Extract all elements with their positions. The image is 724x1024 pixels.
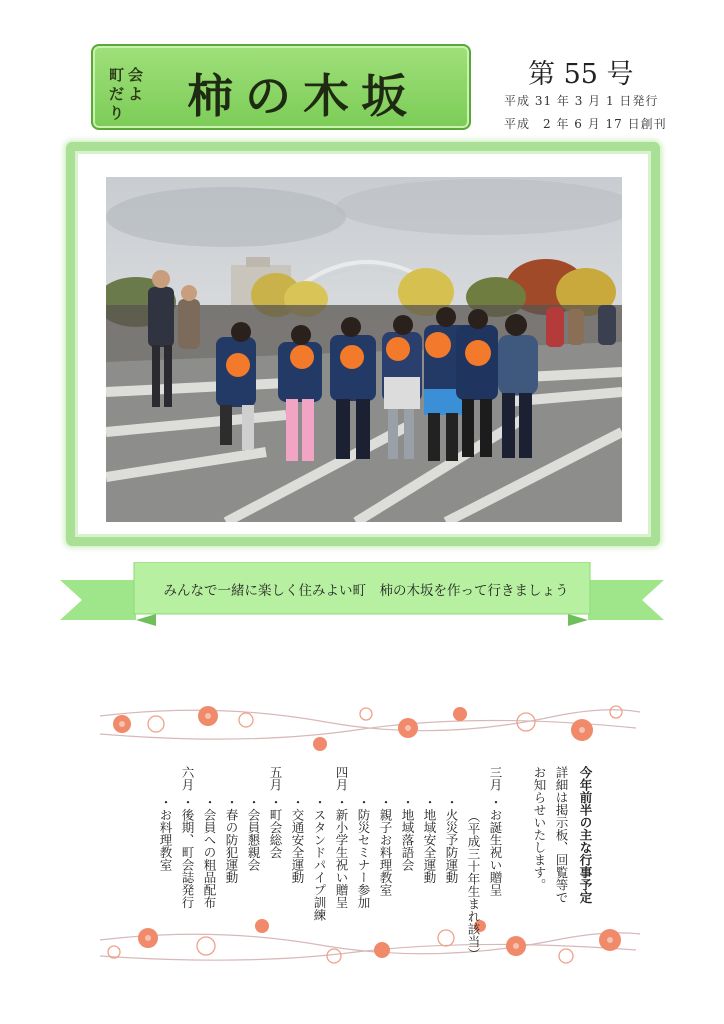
june-item-2: ・お料理教室 [158, 796, 173, 871]
schedule-heading: 今年前半の主な行事予定 [578, 766, 593, 904]
march-item-6: ・防災セミナー参加 [356, 796, 371, 909]
may-item-4: ・会員への粗品配布 [202, 796, 217, 909]
april-item-2: ・スタンドパイプ訓練 [312, 796, 327, 921]
march-label: 三月 [488, 766, 503, 791]
may-label: 五月 [268, 766, 283, 791]
may-item-1: ・町会総会 [268, 796, 283, 859]
title-small-line-2: だより [109, 85, 148, 122]
march-item-5: ・親子お料理教室 [378, 796, 393, 896]
march-item-2: ・火災予防運動 [444, 796, 459, 884]
may-item-2: ・会員懇親会 [246, 796, 261, 871]
march-item-4: ・地域落語会 [400, 796, 415, 871]
schedule-intro-1: 詳細は掲示板、回覧等で [554, 766, 569, 904]
cover-photo [106, 177, 622, 522]
june-item-1: ・後期、町会誌発行 [180, 796, 195, 909]
schedule-intro-2: お知らせいたします。 [532, 766, 547, 891]
title-box [91, 44, 471, 130]
march-item-3: ・地域安全運動 [422, 796, 437, 884]
newsletter-title: 柿の木坂 [187, 69, 419, 123]
title-small-line-1: 町会 [109, 66, 148, 84]
june-label: 六月 [180, 766, 195, 791]
march-item-1: ・お誕生祝い贈呈 [488, 796, 503, 896]
publish-date: 平成 31 年 3 月 1 日発行 [504, 94, 659, 108]
founded-date: 平成 2 年 6 月 17 日創刊 [504, 117, 667, 131]
issue-number: 第 55 号 [528, 59, 634, 90]
slogan-ribbon [60, 562, 664, 628]
slogan-text: みんなで一緒に楽しく住みよい町 柿の木坂を作って行きましょう [163, 583, 569, 599]
may-item-3: ・春の防犯運動 [224, 796, 239, 884]
april-label: 四月 [334, 766, 349, 791]
photo-illustration [106, 177, 622, 522]
april-item-3: ・交通安全運動 [290, 796, 305, 884]
april-item-1: ・新小学生祝い贈呈 [334, 796, 349, 909]
march-item-1-note: （平成三十年生まれ該当） [466, 810, 481, 960]
title-small [109, 66, 163, 123]
